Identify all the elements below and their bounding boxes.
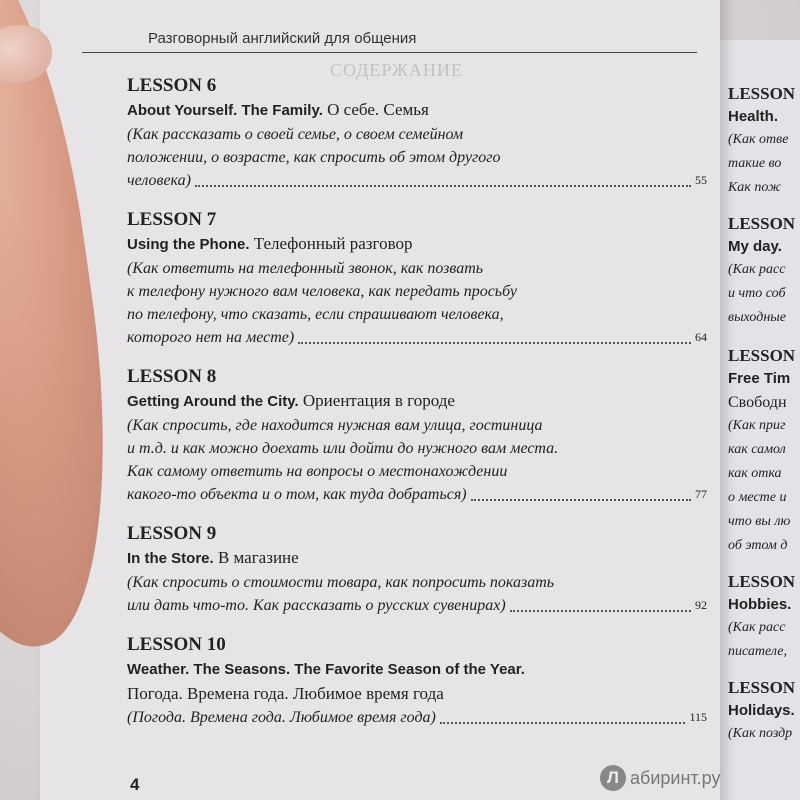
- lesson-title-english: In the Store.: [127, 550, 214, 567]
- page-reference: 64: [695, 330, 707, 344]
- next-page-title: Holidays.: [728, 702, 795, 719]
- lesson-title-russian: В магазине: [217, 548, 299, 567]
- next-page-desc: писателе,: [728, 644, 787, 659]
- leader-line: [127, 483, 707, 506]
- table-of-contents: [127, 74, 707, 745]
- leader-line: [127, 706, 707, 729]
- description-line: и т.д. и как можно доехать или дойти до нужного вам места.: [127, 440, 559, 457]
- dot-leader: [440, 721, 686, 724]
- lesson-description: [127, 257, 707, 349]
- description-line: (Как спросить, где находится нужная вам улица, гостиница: [127, 417, 543, 434]
- labirint-logo-icon: Л: [600, 765, 626, 791]
- page-reference: 115: [689, 710, 707, 724]
- right-page-column: [728, 84, 800, 784]
- lesson-heading: LESSON 8: [127, 366, 217, 387]
- ghost-heading: СОДЕРЖАНИЕ: [330, 60, 463, 80]
- toc-entry: [127, 522, 707, 617]
- toc-entry: [127, 74, 707, 192]
- lesson-title-english: Using the Phone.: [127, 236, 250, 253]
- lesson-title: [127, 232, 707, 257]
- lesson-title: [127, 389, 707, 414]
- next-page-head: LESSON: [728, 84, 796, 103]
- lesson-description: [127, 123, 707, 192]
- next-page-head: LESSON: [728, 214, 796, 233]
- lesson-title-english: About Yourself. The Family.: [127, 102, 323, 119]
- description-last-line: какого-то объекта и о том, как туда добраться): [127, 486, 467, 503]
- description-last-line: (Погода. Времена года. Любимое время года): [127, 709, 436, 726]
- next-page-desc: как самол: [728, 442, 786, 457]
- description-line: по телефону, что сказать, если спрашивают человека,: [127, 306, 504, 323]
- next-page-title: Hobbies.: [728, 596, 792, 613]
- next-page-head: LESSON: [728, 346, 796, 365]
- next-page-head: LESSON: [728, 678, 796, 697]
- lesson-heading: LESSON 6: [127, 75, 217, 96]
- next-page-desc: такие во: [728, 156, 782, 171]
- lesson-title: [127, 98, 707, 123]
- lesson-title-russian: Телефонный разговор: [253, 234, 413, 253]
- header-rule: [82, 52, 697, 53]
- toc-entry: [127, 208, 707, 349]
- next-page-head: LESSON: [728, 572, 796, 591]
- lesson-title: [127, 546, 707, 571]
- next-page-desc: (Как приг: [728, 418, 786, 433]
- next-page-desc: об этом д: [728, 538, 788, 553]
- toc-entry: [127, 365, 707, 506]
- watermark-text: абиринт.ру: [630, 767, 721, 788]
- next-page-desc: (Как поздр: [728, 726, 793, 741]
- lesson-title-english: Weather. The Seasons. The Favorite Season of the Year.: [127, 661, 525, 678]
- dot-leader: [510, 609, 691, 612]
- leader-line: [127, 169, 707, 192]
- lesson-title: [127, 657, 707, 682]
- leader-line: [127, 326, 707, 349]
- watermark: [600, 765, 720, 791]
- next-page-desc: выходные: [728, 310, 786, 325]
- lesson-title-russian: Погода. Времена года. Любимое время года: [127, 684, 444, 703]
- description-line: положении, о возрасте, как спросить об этом другого: [127, 149, 501, 166]
- lesson-description: [127, 414, 707, 506]
- description-line: (Как спросить о стоимости товара, как попросить показать: [127, 574, 555, 591]
- next-page-desc: и что соб: [728, 286, 786, 301]
- lesson-title-russian: О себе. Семья: [327, 100, 429, 119]
- running-head: Разговорный английский для общения: [148, 30, 417, 47]
- dot-leader: [298, 341, 691, 344]
- description-last-line: или дать что-то. Как рассказать о русских сувенирах): [127, 597, 506, 614]
- description-last-line: человека): [127, 172, 191, 189]
- dot-leader: [195, 184, 691, 187]
- next-page-desc: как отка: [728, 466, 782, 481]
- lesson-description: [127, 571, 707, 617]
- next-page-desc: что вы лю: [728, 514, 791, 529]
- lesson-heading: LESSON 10: [127, 634, 226, 655]
- page-reference: 55: [695, 173, 707, 187]
- next-page-desc: Как пож: [728, 180, 782, 195]
- description-line: (Как рассказать о своей семье, о своем семейном: [127, 126, 464, 143]
- next-page-desc: (Как расс: [728, 620, 786, 635]
- lesson-heading: LESSON 9: [127, 523, 217, 544]
- description-last-line: которого нет на месте): [127, 329, 295, 346]
- dot-leader: [471, 498, 691, 501]
- lesson-heading: LESSON 7: [127, 209, 217, 230]
- description-line: (Как ответить на телефонный звонок, как позвать: [127, 260, 484, 277]
- page-reference: 92: [695, 598, 707, 612]
- page-reference: 77: [695, 487, 707, 501]
- next-page-title: My day.: [728, 238, 782, 255]
- next-page-title: Free Tim: [728, 370, 791, 387]
- page-number: 4: [130, 775, 140, 794]
- next-page-desc: о месте и: [728, 490, 787, 505]
- description-line: к телефону нужного вам человека, как передать просьбу: [127, 283, 518, 300]
- next-page-title: Health.: [728, 108, 779, 125]
- lesson-description: [127, 706, 707, 729]
- toc-entry: [127, 633, 707, 729]
- next-page-desc: (Как расс: [728, 262, 786, 277]
- lesson-title-russian: Ориентация в городе: [302, 391, 455, 410]
- next-page-title-serif: Свободн: [728, 394, 787, 411]
- leader-line: [127, 594, 707, 617]
- lesson-title-english: Getting Around the City.: [127, 393, 299, 410]
- next-page-desc: (Как отве: [728, 132, 789, 147]
- description-line: Как самому ответить на вопросы о местонахождении: [127, 463, 508, 480]
